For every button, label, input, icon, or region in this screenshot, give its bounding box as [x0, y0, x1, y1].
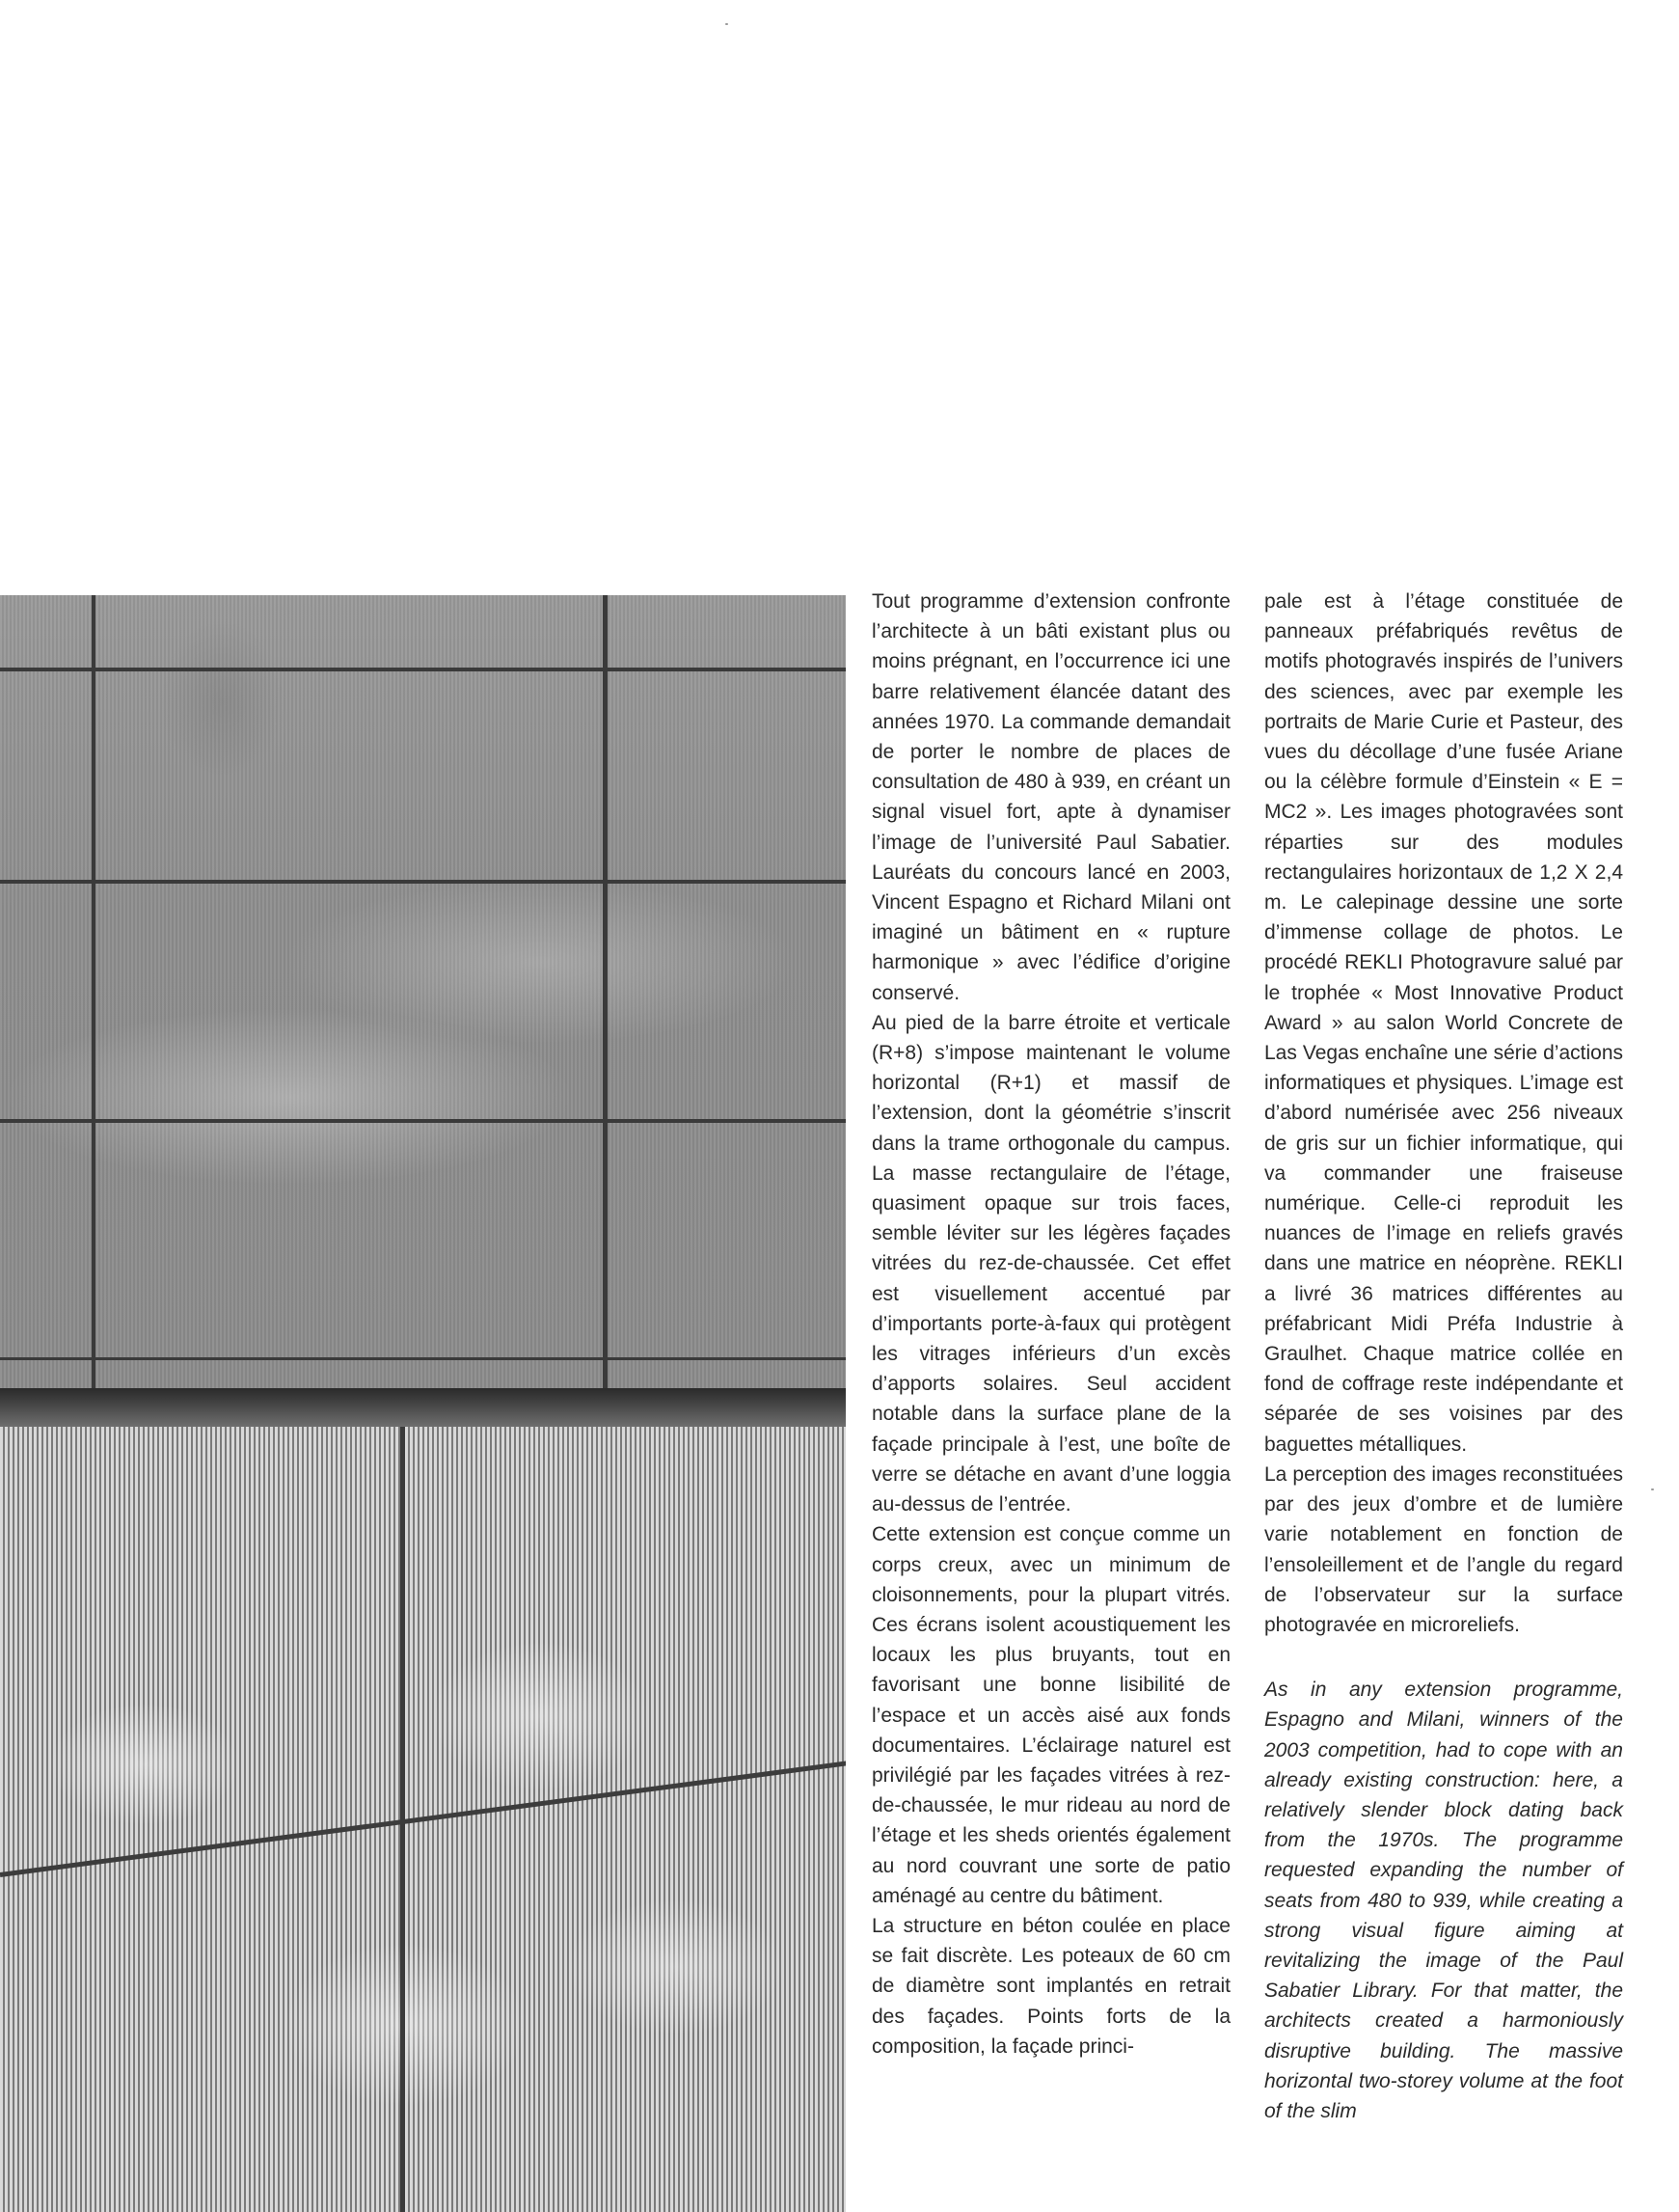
panel-joint — [0, 1119, 846, 1123]
text-column-1 — [872, 587, 1231, 2062]
panel-joint-diagonal — [0, 1760, 846, 1877]
scan-speck — [725, 23, 728, 25]
paragraph: Cette extension est conçue comme un corps creux, avec un minimum de cloisonnements, pour la plupart vitrés. Ces écrans isolent acoustiquement les locaux les plus bruyants, tout en favorisant une bonne lisibilité de l’espace et un accès aisé aux fonds documentaires. L’éclairage naturel est privilégié par les façades vitrées à rez-de-chaussée, le mur rideau au nord de l’étage et les sheds orientés également au nord couvrant une sorte de patio aménagé au centre du bâtiment. — [872, 1523, 1231, 1907]
panel-joint — [0, 668, 846, 671]
paragraph: La structure en béton coulée en place se fait discrète. Les poteaux de 60 cm de diamètre sont implantés en retrait des façades. Points forts de la composition, la façade princi- — [872, 1914, 1231, 2058]
paragraph: La perception des images reconstituées par des jeux d’ombre et de lumière varie notablement en fonction de l’ensoleillement et de l’angle du regard de l’observateur sur la surface photogravée en microreliefs. — [1264, 1462, 1623, 1636]
photo-upper-panels — [0, 595, 846, 1388]
text-column-2 — [1264, 587, 1623, 2126]
photo-lower-panels — [0, 1427, 846, 2212]
scan-speck — [1651, 1488, 1654, 1490]
panel-joint — [603, 595, 608, 1388]
photo-dark-band — [0, 1388, 846, 1427]
paragraph: Tout programme d’extension confronte l’architecte à un bâti existant plus ou moins prégnant, en l’occurrence ici une barre relativement élancée datant des années 1970. La commande demandait de porter le nombre de places de consultation de 480 à 939, en créant un signal visuel fort, apte à dynamiser l’image de l’université Paul Sabatier. Lauréats du concours lancé en 2003, Vincent Espagno et Richard Milani ont imaginé un bâtiment en « rupture harmonique » avec l’édifice d’origine conservé. — [872, 590, 1231, 1004]
paragraph: pale est à l’étage constituée de panneaux préfabriqués revêtus de motifs photogravés inspirés de l’univers des sciences, avec par exemple les portraits de Marie Curie et Pasteur, des vues du décollage d’une fusée Ariane ou la célèbre formule d’Einstein « E = MC2 ». Les images photogravées sont réparties sur des modules rectangulaires horizontaux de 1,2 X 2,4 m. Le calepinage dessine une sorte d’immense collage de photos. Le procédé REKLI Photogravure salué par le trophée « Most Innovative Product Award » au salon World Concrete de Las Vegas enchaîne une série d’actions informatiques et physiques. L’image est d’abord numérisée avec 256 niveaux de gris sur un fichier informatique, qui va commander une fraiseuse numérique. Celle-ci reproduit les nuances de l’image en reliefs gravés dans une matrice en néoprène. REKLI a livré 36 matrices différentes au préfabricant Midi Préfa Industrie à Graulhet. Chaque matrice collée en fond de coffrage reste indépendante et séparée de ses voisines par des baguettes métalliques. — [1264, 590, 1623, 1456]
facade-photo — [0, 595, 846, 2212]
panel-joint — [92, 595, 95, 1388]
panel-joint — [0, 1357, 846, 1360]
panel-joint — [0, 880, 846, 884]
paragraph: Au pied de la barre étroite et verticale (R+8) s’impose maintenant le volume horizontal (R+1) et massif de l’extension, dont la géométrie s’inscrit dans la trame orthogonale du campus. La masse rectangulaire de l’étage, quasiment opaque sur trois faces, semble léviter sur les légères façades vitrées du rez-de-chaussée. Cet effet est visuellement accentué par d’importants porte-à-faux qui protègent les vitrages inférieurs d’un excès d’apports solaires. Seul accident notable dans la surface plane de la façade principale à l’est, une boîte de verre se détache en avant d’une loggia au-dessus de l’entrée. — [872, 1011, 1231, 1516]
english-summary: As in any extension programme, Espagno and Milani, winners of the 2003 competition, had to cope with an already existing construction: here, a relatively slender block dating back from the 1970s. The programme requested expanding the number of seats from 480 to 939, while creating a strong visual figure aiming at revitalizing the image of the Paul Sabatier Library. For that matter, the architects created a harmoniously disruptive building. The massive horizontal two-storey volume at the foot of the slim — [1264, 1679, 1623, 2122]
